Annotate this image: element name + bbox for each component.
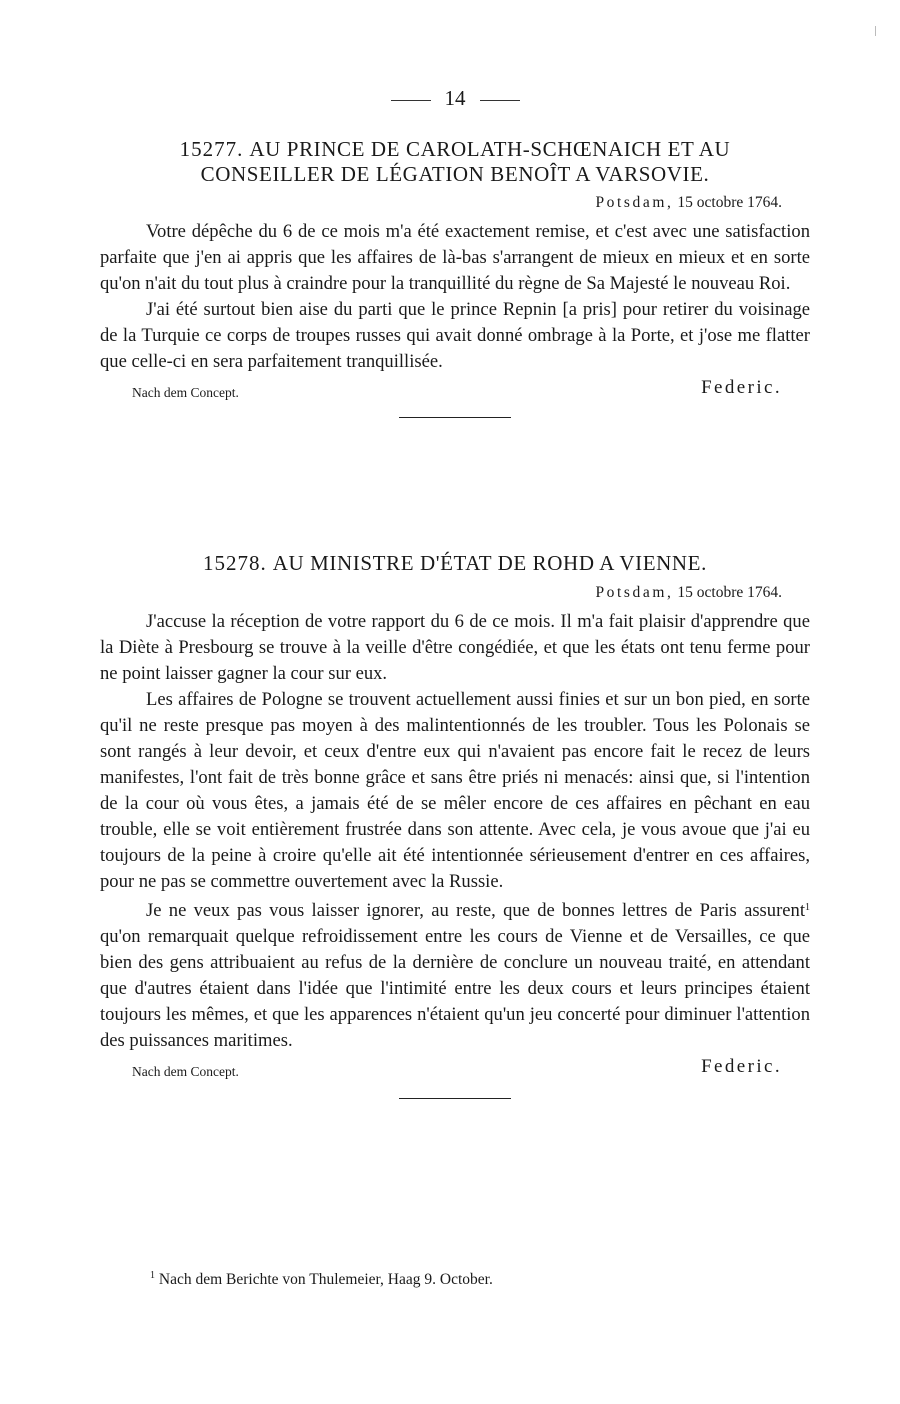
- dateline-place: Potsdam,: [595, 584, 674, 601]
- scan-edge-mark: [875, 26, 876, 36]
- section-divider: [399, 1098, 511, 1099]
- letter-dateline: [100, 582, 810, 604]
- letter-heading-line1: [100, 551, 810, 576]
- letter-paragraph: Les affaires de Pologne se trouvent actuellement aussi finies et sur un bon pied, en sorte qu'il ne reste presque pas moyen à des malintentionnés de les troubler. Tous les Polonais se sont rangés à leur devoir, et ceux d'entre eux qui n'avaient pas encore fait le recez de leurs manifestes, l'ont fait de très bonne grâce et sans être priés ni menacés: ainsi que, si l'intention de la cour où vous êtes, a jamais été de se mêler encore de ces affaires en pêchant en eau trouble, elle se voit entièrement frustrée dans son attente. Avec cela, je vous avoue que j'ai eu toujours de la peine à croire qu'elle ait été intentionnée sérieusement d'entrer en ces affaires, pour ne pas se commettre ouvertement avec la Russie.: [100, 689, 810, 892]
- dateline-date: 15 octobre 1764.: [677, 194, 782, 211]
- paragraph-text-part1: Je ne veux pas vous laisser ignorer, au reste, que de bonnes lettres de Paris assurent: [146, 900, 805, 921]
- dateline-date: 15 octobre 1764.: [677, 584, 782, 601]
- signature: Federic.: [701, 377, 782, 398]
- letter-signature-row: [100, 1056, 810, 1084]
- page-number-dash-right: [480, 100, 520, 101]
- page-number-text: 14: [444, 86, 466, 110]
- letter-heading-line1: [100, 137, 810, 162]
- source-note: Nach dem Concept.: [132, 1064, 239, 1079]
- footnote-text: Nach dem Berichte von Thulemeier, Haag 9. October.: [158, 1271, 493, 1288]
- letter-paragraph: J'ai été surtout bien aise du parti que le prince Repnin [a pris] pour retirer du voisinage de la Turquie ce corps de troupes russes qui avait donné ombrage à la Porte, et j'ose me flatter que celle-ci en sera parfaitement tranquillisée.: [100, 299, 810, 372]
- letter-heading-text: AU PRINCE DE CAROLATH-SCHŒNAICH ET AU: [249, 137, 731, 161]
- dateline-place: Potsdam,: [595, 194, 674, 211]
- page-number-dash-left: [391, 100, 431, 101]
- letter-heading-text: AU MINISTRE D'ÉTAT DE ROHD A VIENNE.: [272, 551, 707, 575]
- letter-15277: [100, 137, 810, 418]
- letter-paragraph: J'accuse la réception de votre rapport du 6 de ce mois. Il m'a fait plaisir d'apprendre que la Diète à Presbourg se trouve à la veille d'être congédiée, et que les états ont tenu ferme pour ne point laisser gagner la cour sur eux.: [100, 611, 810, 684]
- letter-paragraph-with-footnote: [100, 895, 810, 1054]
- section-divider: [399, 417, 511, 418]
- letter-dateline: [100, 192, 810, 214]
- footnote: [150, 1270, 493, 1289]
- letter-number: 15278.: [203, 551, 267, 575]
- footnote-marker: 1: [150, 1270, 155, 1281]
- letter-heading: [100, 137, 810, 187]
- paragraph-text-part2: qu'on remarquait quelque refroidissement entre les cours de Vienne et de Versailles, ce que bien des gens attribuaient au refus de la dernière de conclure un nouveau traité, en attendant que d'autres étaient dans l'idée que l'intimité entre les deux cours et leurs principes étaient toujours les mêmes, et que les apparences n'étaient qu'un jeu concerté pour diminuer l'attention des puissances maritimes.: [100, 926, 810, 1051]
- footnote-reference: 1: [805, 902, 810, 913]
- letter-heading-line2: CONSEILLER DE LÉGATION BENOÎT A VARSOVIE.: [200, 162, 710, 186]
- letter-15278: [100, 551, 810, 1099]
- source-note: Nach dem Concept.: [132, 385, 239, 400]
- signature: Federic.: [701, 1056, 782, 1077]
- letter-signature-row: [100, 377, 810, 405]
- letter-paragraph: Votre dépêche du 6 de ce mois m'a été exactement remise, et c'est avec une satisfaction parfaite que j'en ai appris que les affaires de là-bas s'arrangent de mieux en mieux et en sorte qu'on n'ait du tout plus à craindre pour la tranquillité du règne de Sa Majesté le nouveau Roi.: [100, 221, 810, 294]
- letter-heading: [100, 551, 810, 576]
- letter-number: 15277.: [179, 137, 244, 161]
- page-number: [100, 86, 810, 111]
